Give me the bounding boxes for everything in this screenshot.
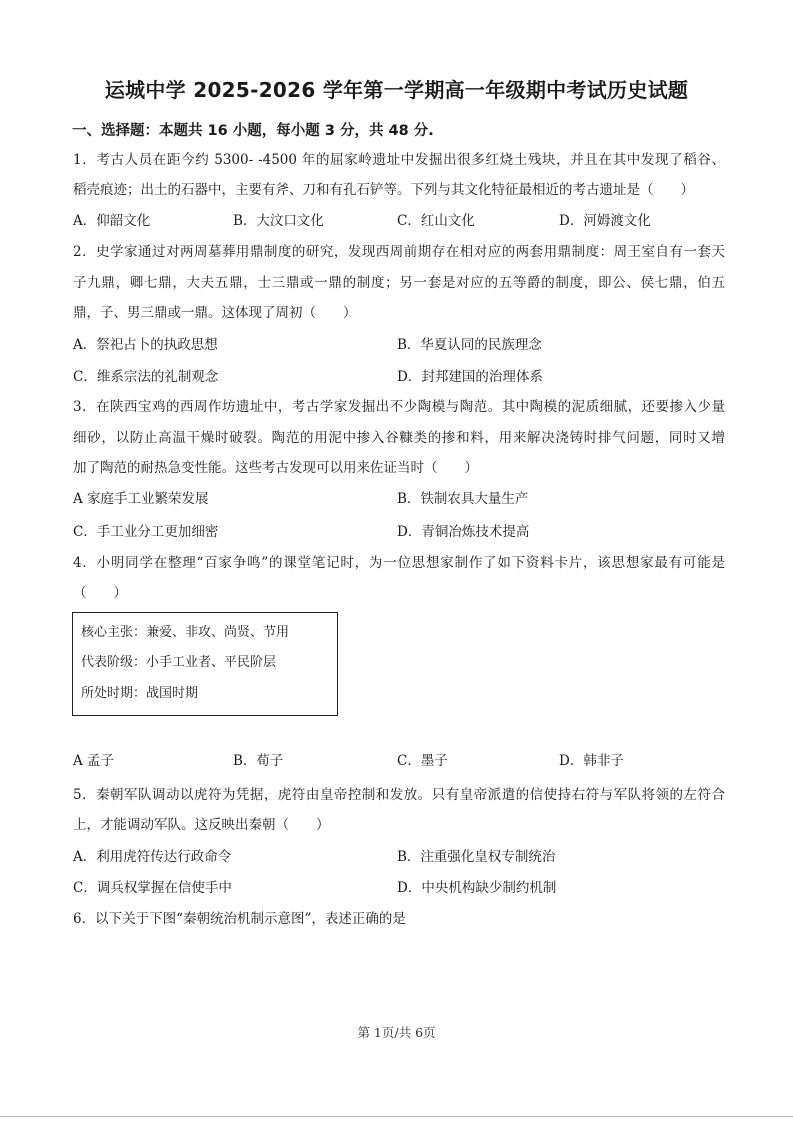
q1-line-1: 1．考古人员在距今约 5300- -4500 年的屈家岭遗址中发掘出很多红烧土残块，并且在其中发现了稻谷、 (73, 152, 725, 168)
q1-option-d: D．河姆渡文化 (559, 213, 651, 229)
card-period: 所处时期：战国时期 (81, 686, 199, 701)
q5-option-c: C．调兵权掌握在信使手中 (73, 880, 232, 896)
q3-option-b: B．铁制农具大量生产 (397, 491, 529, 507)
q4-option-d: D．韩非子 (559, 753, 624, 769)
q4-option-b: B．荀子 (233, 753, 284, 769)
q1-option-b: B．大汶口文化 (233, 213, 324, 229)
card-core-claims: 核心主张：兼爱、非攻、尚贤、节用 (81, 625, 290, 640)
q2-option-b: B．华夏认同的民族理念 (397, 337, 542, 353)
q6-line-1: 6．以下关于下图“秦朝统治机制示意图”，表述正确的是 (73, 911, 406, 927)
q3-line-2: 细砂，以防止高温干燥时破裂。陶范的用泥中掺入谷糠类的掺和料，用来解决浇铸时排气问题，同时又增 (73, 430, 725, 446)
q2-option-a: A．祭祀占卜的执政思想 (73, 337, 218, 353)
page-footer: 第 1页/共 6页 (357, 1025, 436, 1040)
q2-line-1: 2．史学家通过对两周墓葬用鼎制度的研究，发现西周前期存在相对应的两套用鼎制度：周王室自有一套天 (73, 244, 725, 260)
q5-line-1: 5．秦朝军队调动以虎符为凭据，虎符由皇帝控制和发放。只有皇帝派遣的信使持右符与军队将领的左符合 (73, 787, 725, 803)
section-heading: 一、选择题：本题共 16 小题，每小题 3 分，共 48 分. (72, 123, 434, 139)
card-class: 代表阶级：小手工业者、平民阶层 (81, 655, 277, 670)
q4-line-1: 4．小明同学在整理“百家争鸣”的课堂笔记时，为一位思想家制作了如下资料卡片，该思想家最有可能是 (73, 555, 725, 571)
q4-option-a: A 孟子 (73, 753, 115, 769)
q5-option-d: D．中央机构缺少制约机制 (397, 880, 557, 896)
exam-title: 运城中学 2025-2026 学年第一学期高一年级期中考试历史试题 (104, 78, 689, 102)
q2-line-2: 子九鼎，卿七鼎，大夫五鼎，士三鼎或一鼎的制度；另一套是对应的五等爵的制度，即公、侯七鼎，伯五 (73, 275, 725, 291)
q3-option-c: C．手工业分工更加细密 (73, 524, 219, 540)
q3-line-1: 3．在陕西宝鸡的西周作坊遗址中，考古学家发掘出不少陶模与陶范。其中陶模的泥质细腻，还要掺入少量 (73, 399, 725, 415)
q4-line-2: （ ） (73, 585, 127, 601)
q3-line-3: 加了陶范的耐热急变性能。这些考古发现可以用来佐证当时（ ） (73, 460, 478, 476)
q5-line-2: 上，才能调动军队。这反映出秦朝（ ） (73, 817, 330, 833)
q2-option-d: D．封邦建国的治理体系 (397, 369, 543, 385)
q1-option-c: C．红山文化 (397, 213, 475, 229)
q1-line-2: 稻壳痕迹；出土的石器中，主要有斧、刀和有孔石铲等。下列与其文化特征最相近的考古遗址是（ ） (73, 182, 694, 198)
q4-option-c: C．墨子 (397, 753, 448, 769)
q5-option-a: A．利用虎符传达行政命令 (73, 849, 232, 865)
q5-option-b: B．注重强化皇权专制统治 (397, 849, 556, 865)
q2-option-c: C．维系宗法的礼制观念 (73, 369, 219, 385)
q3-option-a: A 家庭手工业繁荣发展 (73, 491, 209, 507)
page-bottom-divider (0, 1116, 793, 1117)
info-card (72, 612, 338, 716)
q3-option-d: D．青铜冶炼技术提高 (397, 524, 530, 540)
q2-line-3: 鼎，子、男三鼎或一鼎。这体现了周初（ ） (73, 305, 357, 321)
q1-option-a: A．仰韶文化 (73, 213, 151, 229)
